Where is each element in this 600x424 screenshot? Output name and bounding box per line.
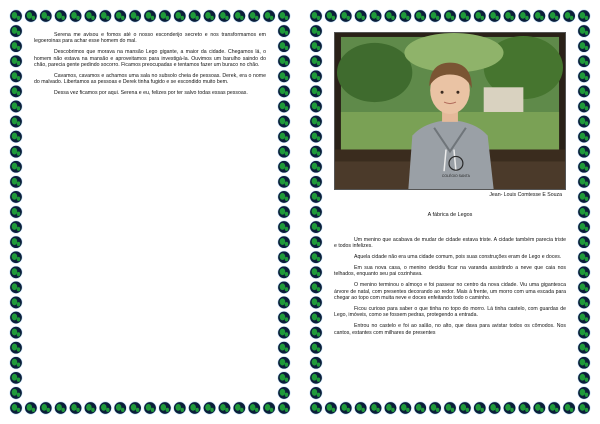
globe-icon xyxy=(84,10,96,22)
globe-icon xyxy=(399,10,411,22)
globe-icon xyxy=(310,326,322,338)
globe-icon xyxy=(278,341,290,353)
globe-icon xyxy=(578,281,590,293)
globe-icon xyxy=(174,10,186,22)
globe-icon xyxy=(310,357,322,369)
globe-icon xyxy=(578,85,590,97)
globe-icon xyxy=(10,251,22,263)
globe-icon xyxy=(114,402,126,414)
globe-icon xyxy=(99,10,111,22)
globe-icon xyxy=(10,25,22,37)
globe-icon xyxy=(40,402,52,414)
right-paragraph-5: Ficou curioso para saber o que tinha no topo do morro. Lá tinha castelo, com guardas de Lego, imóveis, como se fossem pedras, protegendo a entrada. xyxy=(334,306,566,319)
globe-icon xyxy=(488,10,500,22)
globe-icon xyxy=(278,236,290,248)
globe-icon xyxy=(69,402,81,414)
globe-icon xyxy=(340,402,352,414)
globe-icon xyxy=(144,402,156,414)
globe-icon xyxy=(278,191,290,203)
globe-icon xyxy=(578,372,590,384)
globe-icon xyxy=(354,10,366,22)
globe-icon xyxy=(578,251,590,263)
globe-icon xyxy=(278,100,290,112)
globe-icon xyxy=(278,10,290,22)
left-page-text xyxy=(34,32,266,392)
globe-icon xyxy=(474,10,486,22)
globe-icon xyxy=(503,402,515,414)
globe-icon xyxy=(10,296,22,308)
globe-icon xyxy=(278,25,290,37)
globe-icon xyxy=(310,266,322,278)
globe-icon xyxy=(310,251,322,263)
globe-icon xyxy=(384,10,396,22)
globe-icon xyxy=(310,176,322,188)
globe-icon xyxy=(40,10,52,22)
globe-icon xyxy=(248,10,260,22)
globe-icon xyxy=(263,10,275,22)
globe-icon xyxy=(325,10,337,22)
globe-icon xyxy=(310,10,322,22)
globe-icon xyxy=(518,10,530,22)
globe-icon xyxy=(533,402,545,414)
globe-icon xyxy=(129,10,141,22)
globe-icon xyxy=(310,387,322,399)
globe-icon xyxy=(278,85,290,97)
globe-icon xyxy=(459,10,471,22)
globe-icon xyxy=(578,221,590,233)
globe-icon xyxy=(578,40,590,52)
globe-icon xyxy=(488,402,500,414)
globe-icon xyxy=(310,372,322,384)
globe-icon xyxy=(10,266,22,278)
globe-icon xyxy=(159,402,171,414)
globe-icon xyxy=(129,402,141,414)
globe-icon xyxy=(414,10,426,22)
globe-icon xyxy=(10,100,22,112)
globe-icon xyxy=(10,311,22,323)
globe-icon xyxy=(278,70,290,82)
globe-icon xyxy=(10,161,22,173)
globe-icon xyxy=(10,70,22,82)
globe-icon xyxy=(278,387,290,399)
globe-icon xyxy=(10,281,22,293)
globe-icon xyxy=(10,176,22,188)
globe-icon xyxy=(399,402,411,414)
globe-icon xyxy=(10,221,22,233)
globe-icon xyxy=(578,100,590,112)
globe-icon xyxy=(278,266,290,278)
right-page-content xyxy=(334,32,566,392)
globe-icon xyxy=(578,10,590,22)
globe-icon xyxy=(278,115,290,127)
globe-icon xyxy=(310,161,322,173)
globe-icon xyxy=(10,387,22,399)
globe-icon xyxy=(278,145,290,157)
globe-icon xyxy=(10,10,22,22)
globe-icon xyxy=(578,326,590,338)
globe-icon xyxy=(69,10,81,22)
globe-icon xyxy=(310,236,322,248)
globe-icon xyxy=(10,372,22,384)
globe-icon xyxy=(218,10,230,22)
globe-icon xyxy=(278,311,290,323)
globe-icon xyxy=(578,266,590,278)
globe-icon xyxy=(174,402,186,414)
right-paragraph-3: Em sua nova casa, o menino decidiu ficar na varanda assistindo a neve que caia nos telhados, enquanto seu pai cozinhava. xyxy=(334,265,566,278)
globe-icon xyxy=(278,281,290,293)
globe-icon xyxy=(354,402,366,414)
globe-icon xyxy=(263,402,275,414)
globe-icon xyxy=(578,387,590,399)
globe-icon xyxy=(503,10,515,22)
globe-icon xyxy=(114,10,126,22)
globe-icon xyxy=(278,402,290,414)
globe-icon xyxy=(384,402,396,414)
globe-icon xyxy=(578,130,590,142)
globe-icon xyxy=(278,161,290,173)
globe-icon xyxy=(84,402,96,414)
globe-icon xyxy=(310,100,322,112)
globe-icon xyxy=(10,40,22,52)
right-paragraph-2: Aquela cidade não era uma cidade comum, pois suas construções eram de Lego e doces. xyxy=(354,254,562,261)
globe-icon xyxy=(278,251,290,263)
globe-icon xyxy=(310,221,322,233)
globe-icon xyxy=(518,402,530,414)
globe-icon xyxy=(278,176,290,188)
globe-icon xyxy=(310,130,322,142)
globe-icon xyxy=(310,281,322,293)
globe-icon xyxy=(578,311,590,323)
globe-icon xyxy=(310,341,322,353)
globe-icon xyxy=(310,206,322,218)
globe-icon xyxy=(578,236,590,248)
globe-icon xyxy=(10,55,22,67)
globe-icon xyxy=(25,10,37,22)
globe-icon xyxy=(278,372,290,384)
globe-icon xyxy=(278,130,290,142)
globe-icon xyxy=(578,115,590,127)
left-paragraph-2: Descobrimos que morava na mansão Lego gigante, a maior da cidade. Chegamos lá, o homem não estava na mansão e aproveitamos para investigá-la. Ouvimos um barulho saindo do chão, parecia gente pedindo socorro. Ficamos preocupadas e tentamos fazer um buraco no chão. xyxy=(34,49,266,69)
globe-icon xyxy=(278,40,290,52)
globe-icon xyxy=(278,55,290,67)
globe-icon xyxy=(203,402,215,414)
globe-icon xyxy=(10,191,22,203)
globe-icon xyxy=(578,25,590,37)
right-paragraph-1: Um menino que acabava de mudar de cidade estava triste. A cidade também parecia triste e todos infelizes. xyxy=(334,236,566,250)
globe-icon xyxy=(444,10,456,22)
left-paragraph-3: Cavamos, cavamos e achamos uma sala no subsolo cheia de pessoas. Derek, era o nome do malvado. Libertamos as pessoas e Derek tinha fugido e se escondido muito bem. xyxy=(34,73,266,86)
globe-icon xyxy=(10,326,22,338)
globe-icon xyxy=(310,55,322,67)
globe-icon xyxy=(578,161,590,173)
globe-icon xyxy=(310,311,322,323)
globe-icon xyxy=(10,130,22,142)
globe-icon xyxy=(369,402,381,414)
globe-icon xyxy=(310,402,322,414)
globe-icon xyxy=(414,402,426,414)
globe-icon xyxy=(310,115,322,127)
globe-icon xyxy=(563,10,575,22)
globe-icon xyxy=(578,191,590,203)
globe-icon xyxy=(159,10,171,22)
globe-icon xyxy=(548,10,560,22)
globe-icon xyxy=(54,402,66,414)
globe-icon xyxy=(340,10,352,22)
globe-icon xyxy=(548,402,560,414)
globe-icon xyxy=(278,296,290,308)
globe-icon xyxy=(278,326,290,338)
globe-icon xyxy=(10,115,22,127)
globe-icon xyxy=(444,402,456,414)
globe-icon xyxy=(10,402,22,414)
right-paragraph-4: O menino terminou o almoço e foi passear no centro da nova cidade. Viu uma gigantesca árvore de natal, com presentes decorando ao redor. Mais à frente, um morro com uma escada para chegar ao topo com muita neve e doces enfeitando todo o caminho. xyxy=(334,282,566,302)
globe-icon xyxy=(474,402,486,414)
globe-icon xyxy=(25,402,37,414)
globe-icon xyxy=(203,10,215,22)
globe-icon xyxy=(578,55,590,67)
globe-icon xyxy=(578,296,590,308)
globe-icon xyxy=(578,176,590,188)
globe-icon xyxy=(533,10,545,22)
boy-photo xyxy=(334,32,566,190)
globe-icon xyxy=(369,10,381,22)
globe-icon xyxy=(10,206,22,218)
story-title: A fábrica de Legos xyxy=(427,212,473,219)
globe-icon xyxy=(10,357,22,369)
left-paragraph-4: Dessa vez ficamos por aqui. Serena e eu, felizes por ter salvo todas essas pessoas. xyxy=(54,90,248,97)
globe-icon xyxy=(310,25,322,37)
globe-icon xyxy=(233,402,245,414)
globe-icon xyxy=(459,402,471,414)
globe-icon xyxy=(54,10,66,22)
globe-icon xyxy=(10,145,22,157)
globe-icon xyxy=(310,191,322,203)
globe-icon xyxy=(578,70,590,82)
globe-icon xyxy=(218,402,230,414)
globe-icon xyxy=(310,296,322,308)
globe-icon xyxy=(310,40,322,52)
left-page xyxy=(8,8,292,416)
photo-caption: Jean- Louis Comtesse E Souza xyxy=(489,192,562,198)
globe-icon xyxy=(10,341,22,353)
globe-icon xyxy=(310,145,322,157)
globe-icon xyxy=(144,10,156,22)
globe-icon xyxy=(99,402,111,414)
globe-icon xyxy=(429,10,441,22)
globe-icon xyxy=(278,206,290,218)
globe-icon xyxy=(578,341,590,353)
globe-icon xyxy=(278,357,290,369)
globe-icon xyxy=(578,357,590,369)
globe-icon xyxy=(248,402,260,414)
globe-icon xyxy=(10,236,22,248)
globe-icon xyxy=(188,10,200,22)
right-paragraph-6: Entrou no castelo e foi ao salão, no alto, que dava para avistar todos os cômodos. Nos cantos, estantes com milhares de presentes xyxy=(334,323,566,336)
globe-icon xyxy=(310,85,322,97)
globe-icon xyxy=(310,70,322,82)
globe-icon xyxy=(325,402,337,414)
right-page xyxy=(308,8,592,416)
globe-icon xyxy=(563,402,575,414)
globe-icon xyxy=(429,402,441,414)
globe-icon xyxy=(10,85,22,97)
globe-icon xyxy=(578,402,590,414)
globe-icon xyxy=(233,10,245,22)
globe-icon xyxy=(188,402,200,414)
globe-icon xyxy=(278,221,290,233)
globe-icon xyxy=(578,145,590,157)
globe-icon xyxy=(578,206,590,218)
left-paragraph-1: Serena me avisou e fomos até o nosso esconderijo secreto e nos transformamos em legoeroinas para achar esse homem do mal. xyxy=(34,32,266,45)
shirt-logo-text: COLÉGIO SANTA xyxy=(441,174,470,179)
